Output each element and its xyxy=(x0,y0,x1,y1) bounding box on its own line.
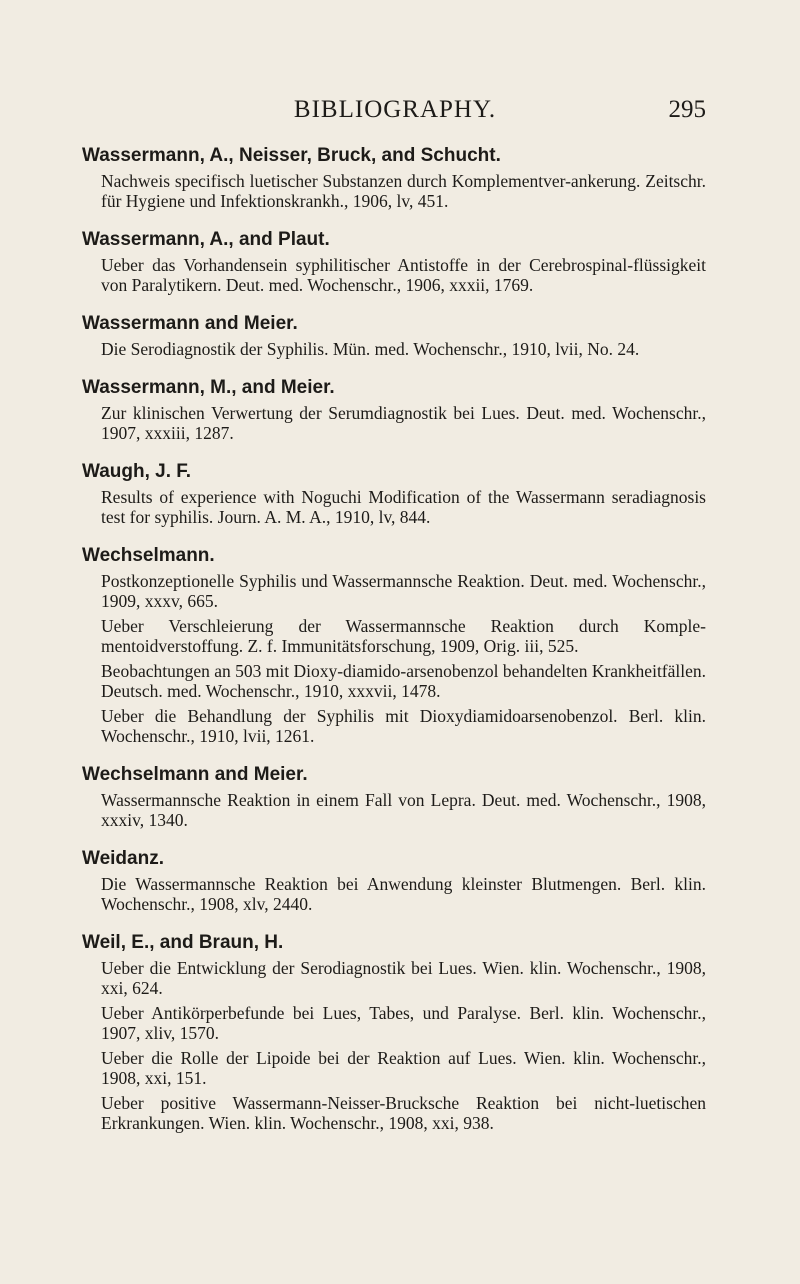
entry-author: Waugh, J. F. xyxy=(82,461,192,482)
entry-author: Wechselmann and Meier. xyxy=(82,764,308,785)
bibliography-entry xyxy=(82,144,706,211)
entry-work: Ueber Verschleierung der Wassermannsche Reaktion durch Komple-mentoidverstoffung. Z. f. Immunitätsforschung, 1909, Orig. iii, 525. xyxy=(101,616,706,656)
bibliography-entry xyxy=(82,847,706,914)
bibliography-entry xyxy=(82,763,706,830)
bibliography-entry xyxy=(82,931,706,1133)
entry-work: Zur klinischen Verwertung der Serumdiagnostik bei Lues. Deut. med. Wochenschr., 1907, xxxiii, 1287. xyxy=(101,403,706,443)
entry-work: Ueber die Rolle der Lipoide bei der Reaktion auf Lues. Wien. klin. Wochenschr., 1908, xxi, 151. xyxy=(101,1048,706,1088)
entry-work: Ueber positive Wassermann-Neisser-Brucksche Reaktion bei nicht-luetischen Erkrankungen. Wien. klin. Wochenschr., 1908, xxi, 938. xyxy=(101,1093,706,1133)
bibliography-entry xyxy=(82,376,706,443)
bibliography-entry xyxy=(82,460,706,527)
entry-author: Weidanz. xyxy=(82,848,164,869)
entry-work: Ueber die Behandlung der Syphilis mit Dioxydiamidoarsenobenzol. Berl. klin. Wochenschr., 1910, lvii, 1261. xyxy=(101,706,706,746)
entry-author: Wassermann, A., and Plaut. xyxy=(82,229,330,250)
page-number: 295 xyxy=(668,96,706,123)
entry-author: Wechselmann. xyxy=(82,545,215,566)
entry-work: Nachweis specifisch luetischer Substanzen durch Komplementver-ankerung. Zeitschr. für Hygiene und Infektionskrankh., 1906, lv, 451. xyxy=(101,171,706,211)
entry-author: Wassermann, M., and Meier. xyxy=(82,377,335,398)
bibliography-entry xyxy=(82,228,706,295)
running-title: BIBLIOGRAPHY. xyxy=(293,96,497,123)
entry-work: Results of experience with Noguchi Modification of the Wassermann seradiagnosis test for syphilis. Journ. A. M. A., 1910, lv, 844. xyxy=(101,487,706,527)
entry-work: Beobachtungen an 503 mit Dioxy-diamido-arsenobenzol behandelten Krankheitfällen. Deutsch. med. Wochenschr., 1910, xxxvii, 1478. xyxy=(101,661,707,701)
entry-work: Die Wassermannsche Reaktion bei Anwendung kleinster Blutmengen. Berl. klin. Wochenschr., 1908, xlv, 2440. xyxy=(101,874,706,914)
entry-work: Ueber die Entwicklung der Serodiagnostik bei Lues. Wien. klin. Wochenschr., 1908, xxi, 624. xyxy=(101,958,706,998)
bibliography-entry xyxy=(82,544,706,746)
entry-work: Postkonzeptionelle Syphilis und Wassermannsche Reaktion. Deut. med. Wochenschr., 1909, xxxv, 665. xyxy=(101,571,706,611)
running-head xyxy=(84,93,706,127)
bibliography-entry xyxy=(82,312,706,359)
entry-work: Wassermannsche Reaktion in einem Fall von Lepra. Deut. med. Wochenschr., 1908, xxxiv, 1340. xyxy=(101,790,706,830)
entry-work: Die Serodiagnostik der Syphilis. Mün. med. Wochenschr., 1910, lvii, No. 24. xyxy=(101,339,640,359)
entry-author: Wassermann and Meier. xyxy=(82,313,298,334)
entry-author: Wassermann, A., Neisser, Bruck, and Schucht. xyxy=(82,145,501,166)
entry-work: Ueber das Vorhandensein syphilitischer Antistoffe in der Cerebrospinal-flüssigkeit von Paralytikern. Deut. med. Wochenschr., 1906, xxxii, 1769. xyxy=(101,255,706,295)
entry-work: Ueber Antikörperbefunde bei Lues, Tabes, und Paralyse. Berl. klin. Wochenschr., 1907, xliv, 1570. xyxy=(101,1003,706,1043)
entry-author: Weil, E., and Braun, H. xyxy=(82,932,284,953)
bibliography-list xyxy=(82,144,706,1150)
